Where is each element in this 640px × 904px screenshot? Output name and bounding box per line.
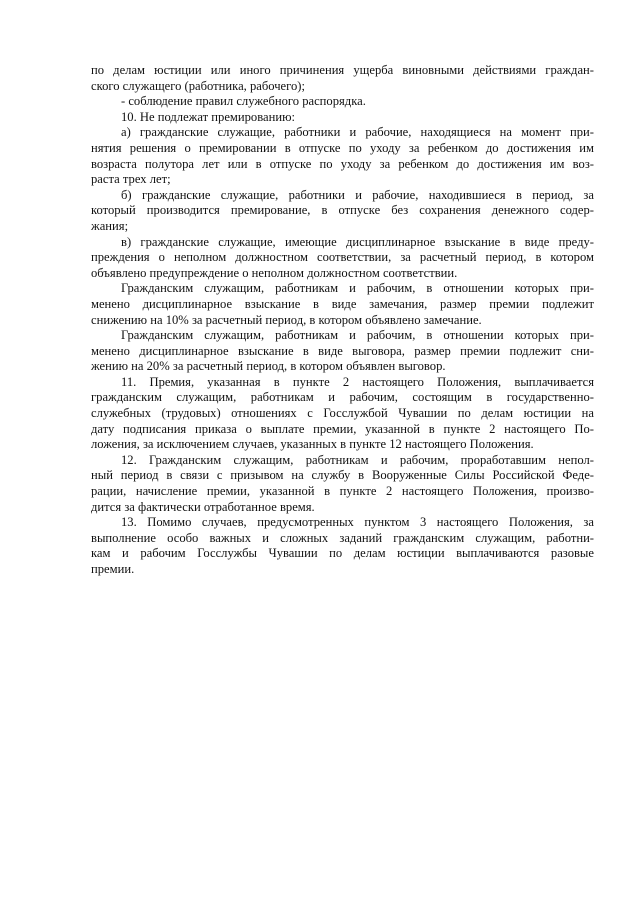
- text-line: раста трех лет;: [91, 172, 171, 187]
- paragraph-p-zam: [91, 281, 594, 328]
- text-line: снижению на 10% за расчетный период, в котором объявлено замечание.: [91, 312, 482, 327]
- text-line: рации, начисление премии, указанной в пункте 2 настоящего Положения, произво-: [91, 484, 594, 499]
- text-line: Гражданским служащим, работникам и рабочим, в отношении которых при-: [121, 281, 594, 296]
- text-line: дится за фактически отработанное время.: [91, 499, 315, 514]
- text-line: ный период в связи с призывом на службу в Вооруженные Силы Российской Феде-: [91, 468, 594, 483]
- text-line: жания;: [91, 218, 129, 233]
- text-line: служебных (трудовых) отношениях с Госслужбой Чувашии по делам юстиции на: [91, 406, 594, 421]
- paragraph-p-12: [91, 453, 594, 515]
- text-line: объявлено предупреждение о неполном должностном соответствии.: [91, 265, 458, 280]
- text-line: 13. Помимо случаев, предусмотренных пунктом 3 настоящего Положения, за: [121, 515, 594, 530]
- paragraph-p-cont: [91, 63, 594, 94]
- paragraph-p-rule: [91, 94, 594, 110]
- text-line: преждения о неполном должностном соответствии, за расчетный период, в котором: [91, 250, 594, 265]
- paragraph-p-a: [91, 125, 594, 187]
- text-line: 10. Не подлежат премированию:: [121, 109, 295, 124]
- text-line: - соблюдение правил служебного распорядка.: [121, 94, 366, 109]
- text-line: кам и рабочим Госслужбы Чувашии по делам юстиции выплачиваются разовые: [91, 546, 594, 561]
- text-line: 11. Премия, указанная в пункте 2 настоящего Положения, выплачивается: [121, 374, 594, 389]
- text-line: нятия решения о премировании в отпуске по уходу за ребенком до достижения им: [91, 140, 594, 155]
- text-line: премии.: [91, 562, 135, 576]
- text-line: Гражданским служащим, работникам и рабочим, в отношении которых при-: [121, 328, 594, 343]
- text-line: по делам юстиции или иного причинения ущерба виновными действиями граждан-: [91, 63, 594, 77]
- text-line: 12. Гражданским служащим, работникам и рабочим, проработавшим непол-: [121, 452, 594, 467]
- paragraph-p-10: [91, 110, 594, 126]
- text-line: возраста полутора лет или в отпуске по уходу за ребенком до достижения им воз-: [91, 156, 594, 171]
- text-line: б) гражданские служащие, работники и рабочие, находившиеся в период, за: [121, 187, 594, 202]
- text-line: жению на 20% за расчетный период, в котором объявлен выговор.: [91, 359, 446, 374]
- document-page: [91, 63, 594, 578]
- text-line: гражданским служащим, работникам и рабочим, состоящим в государственно-: [91, 390, 594, 405]
- text-line: дату подписания приказа о выплате премии, указанной в пункте 2 настоящего По-: [91, 421, 594, 436]
- text-line: менено дисциплинарное взыскание в виде выговора, размер премии подлежит сни-: [91, 343, 594, 358]
- paragraph-p-11: [91, 375, 594, 453]
- text-line: выполнение особо важных и сложных заданий гражданским служащим, работни-: [91, 530, 594, 545]
- paragraph-p-13: [91, 515, 594, 577]
- paragraph-p-v: [91, 235, 594, 282]
- text-line: а) гражданские служащие, работники и рабочие, находящиеся на момент при-: [121, 125, 594, 140]
- text-line: который производится премирование, в отпуске без сохранения денежного содер-: [91, 203, 594, 218]
- text-line: в) гражданские служащие, имеющие дисциплинарное взыскание в виде преду-: [121, 234, 594, 249]
- paragraph-p-vyg: [91, 328, 594, 375]
- text-line: менено дисциплинарное взыскание в виде замечания, размер премии подлежит: [91, 296, 594, 311]
- paragraph-p-b: [91, 188, 594, 235]
- text-line: ского служащего (работника, рабочего);: [91, 78, 305, 93]
- text-line: ложения, за исключением случаев, указанных в пункте 12 настоящего Положения.: [91, 437, 534, 452]
